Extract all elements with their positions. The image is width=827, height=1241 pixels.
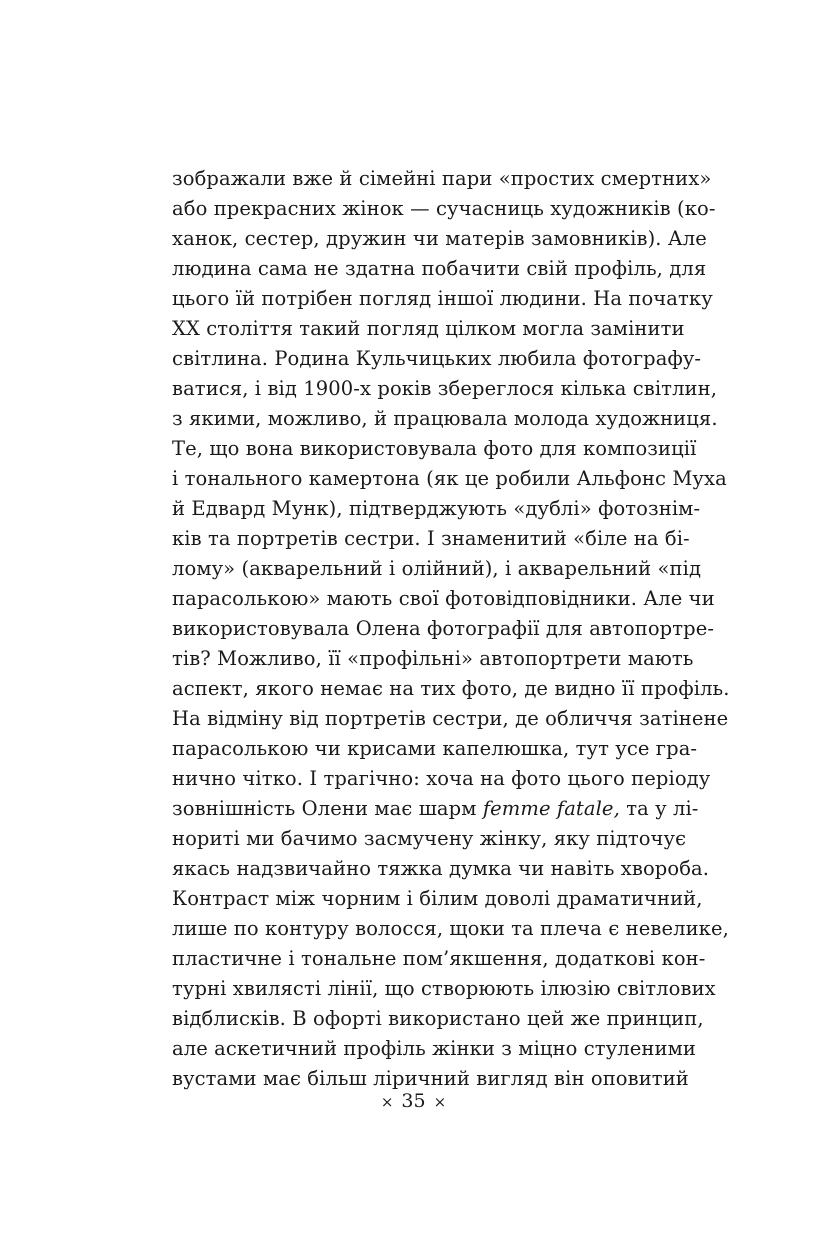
text-line: з якими, можливо, й працювала молода художниця. [172, 407, 718, 430]
text-line: ків та портретів сестри. І знаменитий «біле на бі- [172, 527, 690, 550]
text-line: пластичне і тональне пом’якшення, додаткові кон- [172, 947, 706, 970]
text-line: XX століття такий погляд цілком могла замінити [172, 317, 685, 340]
folio-ornament-right: × [433, 1093, 447, 1111]
text-line: норитi ми бачимо засмучену жінку, яку підточує [172, 827, 687, 850]
page-number-value: 35 [401, 1090, 426, 1112]
text-line: тів? Можливо, її «профільні» автопортрети мають [172, 647, 694, 670]
text-line: аспект, якого немає на тих фото, де видно її профіль. [172, 677, 730, 700]
text-line: використовувала Олена фотографії для автопортре- [172, 617, 715, 640]
text-segment: та у лі- [626, 797, 699, 820]
text-line: світлина. Родина Кульчицьких любила фотографу- [172, 347, 702, 370]
text-line: На відміну від портретів сестри, де обличчя затінене [172, 707, 729, 730]
text-line: Контраст між чорним і білим доволі драматичний, [172, 887, 703, 910]
text-line: або прекрасних жінок — сучасниць художників (ко- [172, 197, 716, 220]
text-line: лише по контуру волосся, щоки та плеча є невелике, [172, 917, 729, 940]
text-line: парасолькою» мають свої фотовідповідники. Але чи [172, 587, 715, 610]
text-line: нично чітко. І трагічно: хоча на фото цього періоду [172, 767, 711, 790]
text-line: турні хвилясті лінії, що створюють ілюзію світлових [172, 977, 716, 1000]
text-line: парасолькою чи крисами капелюшка, тут усе гра- [172, 737, 698, 760]
text-line: людина сама не здатна побачити свій профіль, для [172, 257, 707, 280]
folio-ornament-left: × [380, 1093, 394, 1111]
text-line: ватися, і від 1900-х років збереглося кілька світлин, [172, 377, 718, 400]
text-line-with-italic [172, 794, 699, 824]
text-line: зображали вже й сімейні пари «простих смертних» [172, 167, 712, 190]
text-line: й Едвард Мунк), підтверджують «дублі» фотознім- [172, 497, 701, 520]
text-line: але аскетичний профіль жінки з міцно стуленими [172, 1037, 696, 1060]
italic-phrase: femme fatale, [482, 797, 620, 820]
text-segment: зовнішність Олени має шарм [172, 797, 477, 820]
text-line: цього їй потрібен погляд іншої людини. На початку [172, 287, 713, 310]
text-line: ханок, сестер, дружин чи матерів замовників). Але [172, 227, 707, 250]
text-line: вустами має більш ліричний вигляд він оповитий [172, 1067, 689, 1090]
text-line: відблисків. В офорті використано цей же принцип, [172, 1007, 704, 1030]
page-number [0, 1089, 827, 1114]
text-line: лому» (акварельний і олійний), і акварельний «під [172, 557, 702, 580]
body-text [172, 164, 730, 1094]
text-line: і тонального камертона (як це робили Альфонс Муха [172, 467, 727, 490]
text-line: якась надзвичайно тяжка думка чи навіть хвороба. [172, 857, 710, 880]
text-line: Те, що вона використовувала фото для композиції [172, 437, 697, 460]
